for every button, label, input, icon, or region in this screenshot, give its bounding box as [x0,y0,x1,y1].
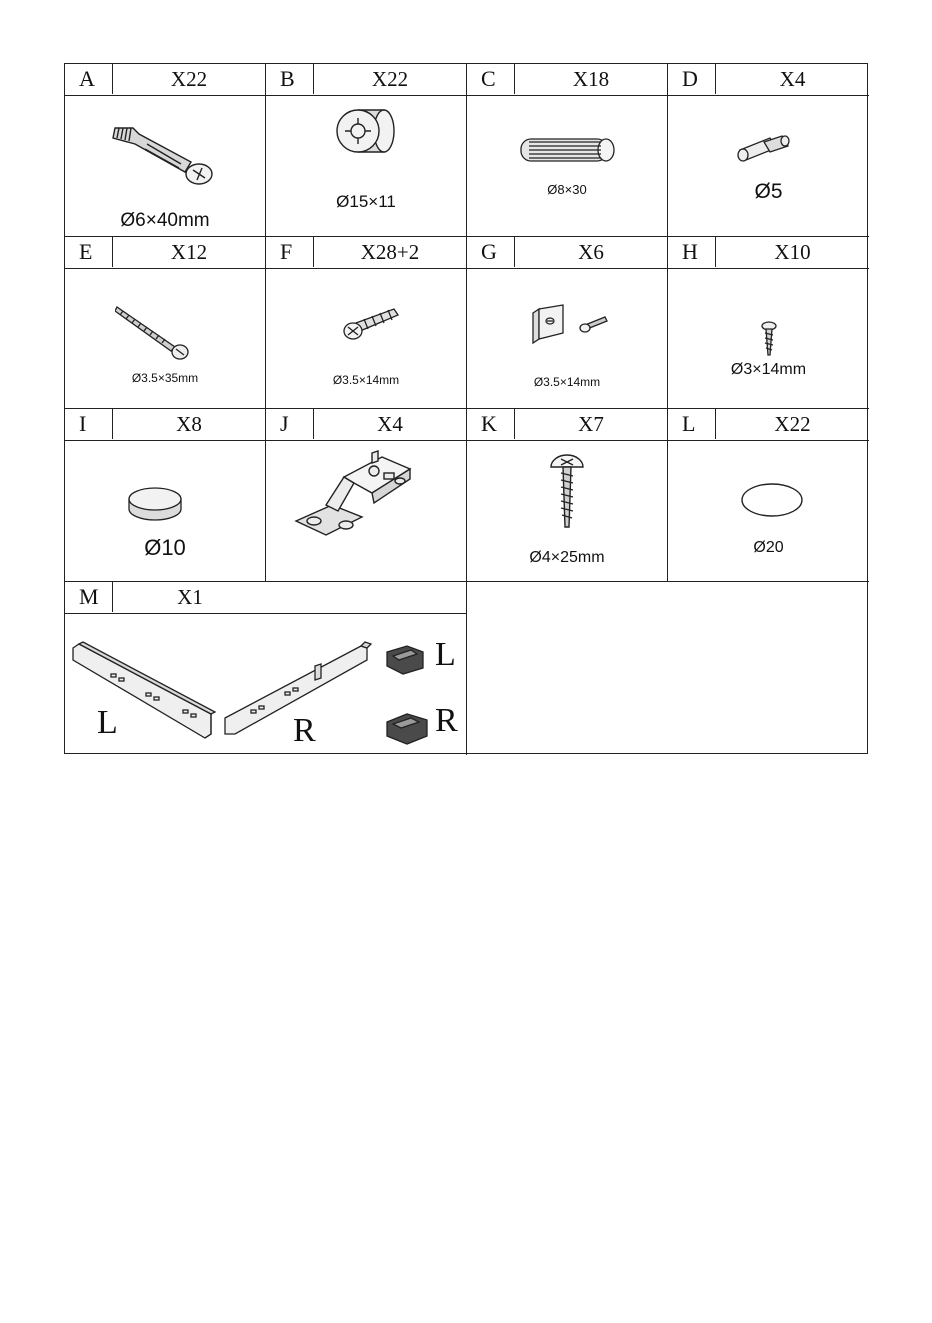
part-header [266,64,466,96]
part-cell-a [65,64,266,237]
part-letter: K [467,409,515,439]
part-quantity: X4 [779,67,806,91]
bumper-pad-icon [125,485,185,523]
part-quantity: X18 [572,67,610,91]
part-header [65,582,466,614]
part-cell-e [65,237,266,409]
part-letter: L [668,409,716,439]
part-letter: B [266,64,314,94]
wooden-dowel-icon [517,136,617,164]
part-letter: J [266,409,314,439]
part-quantity: X1 [177,585,203,609]
part-dimension: Ø15×11 [336,192,396,211]
part-letter: F [266,237,314,267]
part-quantity: X4 [377,412,403,436]
empty-cell [467,582,869,755]
part-cell-m [65,582,467,755]
right-rail-label: R [293,712,316,749]
part-quantity: X12 [170,240,208,264]
part-header [668,237,869,269]
part-cell-j [266,409,467,582]
drawer-slides-icon [71,618,451,748]
part-header [65,409,265,441]
part-cell-l [668,409,869,582]
long-screw-icon [115,305,191,361]
cabinet-hinge-icon [292,449,418,559]
hardware-parts-table [64,63,868,754]
part-dimension: Ø20 [753,539,784,556]
part-header [266,409,466,441]
part-letter: C [467,64,515,94]
part-quantity: X22 [371,67,409,91]
part-dimension: Ø6×40mm [120,210,210,231]
part-letter: G [467,237,515,267]
short-screw-icon [342,305,402,345]
part-quantity: X8 [176,412,202,436]
part-header [65,237,265,269]
part-quantity: X22 [170,67,208,91]
part-dimension: Ø3×14mm [730,361,807,378]
part-cell-i [65,409,266,582]
part-dimension: Ø3.5×35mm [131,371,199,385]
part-dimension: Ø10 [144,535,186,560]
part-cell-f [266,237,467,409]
part-letter: H [668,237,716,267]
right-clip-label: R [435,702,458,739]
part-dimension: Ø3.5×14mm [533,375,601,389]
cam-lock-icon [334,102,398,176]
part-quantity: X10 [774,240,811,264]
part-cell-g [467,237,668,409]
part-header [467,64,667,96]
left-clip-label: L [435,636,456,673]
part-letter: M [65,582,113,612]
part-dimension: Ø3.5×14mm [332,373,400,387]
part-cell-c [467,64,668,237]
cam-bolt-icon [111,122,221,186]
small-screw-icon [760,321,778,359]
part-cell-d [668,64,869,237]
part-quantity: X7 [578,412,604,436]
part-cell-h [668,237,869,409]
part-quantity: X6 [578,240,604,264]
bracket-with-screw-icon [529,303,615,349]
part-header [668,64,869,96]
pan-head-screw-icon [547,451,587,533]
part-letter: E [65,237,113,267]
left-rail-label: L [97,704,118,741]
part-header [266,237,466,269]
shelf-pin-icon [734,134,794,170]
part-cell-b [266,64,467,237]
part-dimension: Ø8×30 [547,182,587,197]
part-dimension: Ø5 [754,180,783,203]
part-quantity: X22 [774,412,811,436]
part-header [467,237,667,269]
part-letter: A [65,64,113,94]
part-cell-k [467,409,668,582]
part-header [467,409,667,441]
part-quantity: X28+2 [360,240,420,264]
part-letter: D [668,64,716,94]
cover-cap-icon [740,481,804,519]
part-header [65,64,265,96]
part-dimension: Ø4×25mm [529,549,605,566]
part-letter: I [65,409,113,439]
part-header [668,409,869,441]
